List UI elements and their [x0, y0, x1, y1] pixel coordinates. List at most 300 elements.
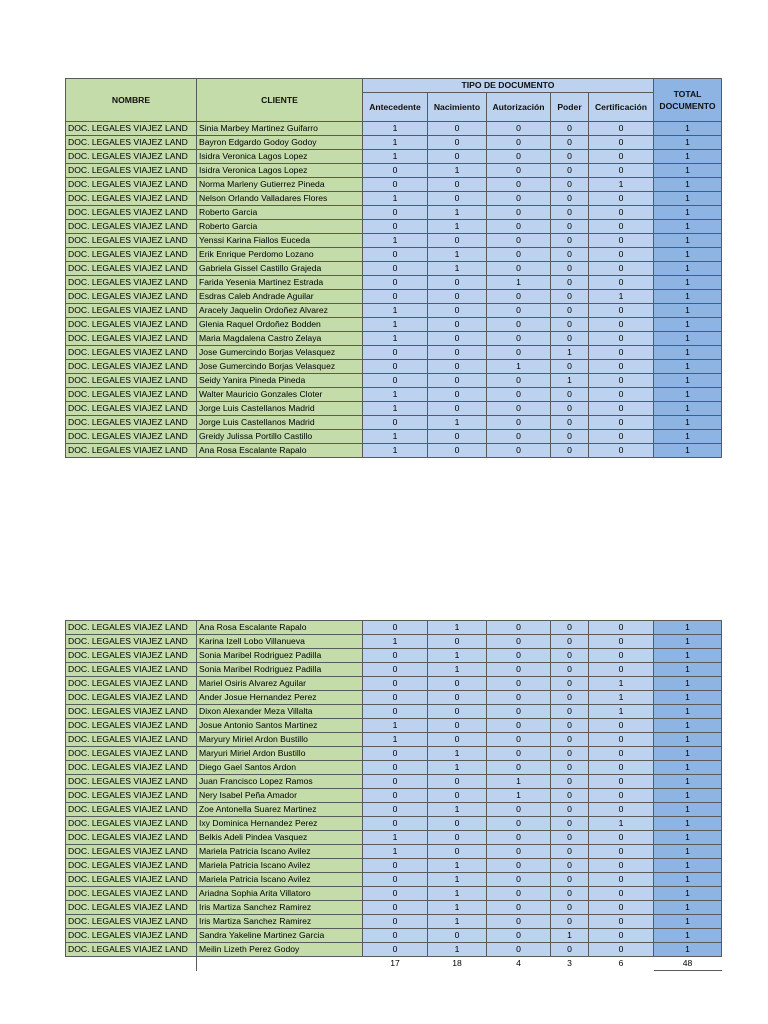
cell-nombre: DOC. LEGALES VIAJEZ LAND	[66, 178, 197, 192]
cell-autorizacion: 0	[487, 649, 551, 663]
cell-poder: 0	[551, 206, 589, 220]
table-row	[66, 943, 722, 957]
cell-total: 1	[654, 873, 722, 887]
cell-autorizacion: 0	[487, 747, 551, 761]
cell-nacimiento: 0	[428, 430, 487, 444]
cell-antecedente: 0	[363, 248, 428, 262]
cell-certificacion: 0	[589, 206, 654, 220]
cell-nombre: DOC. LEGALES VIAJEZ LAND	[66, 206, 197, 220]
cell-nombre: DOC. LEGALES VIAJEZ LAND	[66, 733, 197, 747]
totals-row	[66, 957, 722, 971]
header-nombre: NOMBRE	[66, 79, 197, 122]
cell-nombre: DOC. LEGALES VIAJEZ LAND	[66, 262, 197, 276]
cell-total: 1	[654, 262, 722, 276]
cell-certificacion: 0	[589, 234, 654, 248]
cell-total: 1	[654, 635, 722, 649]
cell-antecedente: 0	[363, 803, 428, 817]
cell-certificacion: 0	[589, 649, 654, 663]
cell-autorizacion: 0	[487, 248, 551, 262]
table-row	[66, 915, 722, 929]
cell-nombre: DOC. LEGALES VIAJEZ LAND	[66, 374, 197, 388]
cell-poder: 0	[551, 234, 589, 248]
cell-poder: 0	[551, 845, 589, 859]
cell-autorizacion: 0	[487, 388, 551, 402]
cell-poder: 1	[551, 374, 589, 388]
header-antecedente: Antecedente	[363, 93, 428, 122]
table-row	[66, 663, 722, 677]
cell-nombre: DOC. LEGALES VIAJEZ LAND	[66, 803, 197, 817]
cell-cliente: Maryury Miriel Ardon Bustillo	[197, 733, 363, 747]
cell-nacimiento: 0	[428, 178, 487, 192]
cell-total: 1	[654, 733, 722, 747]
cell-nombre: DOC. LEGALES VIAJEZ LAND	[66, 873, 197, 887]
cell-nombre: DOC. LEGALES VIAJEZ LAND	[66, 705, 197, 719]
cell-antecedente: 0	[363, 346, 428, 360]
cell-antecedente: 0	[363, 374, 428, 388]
cell-poder: 0	[551, 430, 589, 444]
cell-antecedente: 1	[363, 444, 428, 458]
table-row	[66, 747, 722, 761]
cell-nacimiento: 1	[428, 901, 487, 915]
cell-certificacion: 1	[589, 290, 654, 304]
cell-antecedente: 0	[363, 206, 428, 220]
cell-antecedente: 1	[363, 304, 428, 318]
cell-certificacion: 0	[589, 388, 654, 402]
cell-cliente: Sonia Maribel Rodriguez Padilla	[197, 649, 363, 663]
cell-autorizacion: 0	[487, 374, 551, 388]
table-row	[66, 430, 722, 444]
cell-poder: 0	[551, 164, 589, 178]
cell-nombre: DOC. LEGALES VIAJEZ LAND	[66, 649, 197, 663]
cell-certificacion: 0	[589, 360, 654, 374]
cell-nacimiento: 1	[428, 621, 487, 635]
cell-total: 1	[654, 775, 722, 789]
cell-poder: 0	[551, 360, 589, 374]
cell-certificacion: 0	[589, 635, 654, 649]
cell-antecedente: 1	[363, 430, 428, 444]
cell-nombre: DOC. LEGALES VIAJEZ LAND	[66, 332, 197, 346]
cell-nombre: DOC. LEGALES VIAJEZ LAND	[66, 164, 197, 178]
cell-cliente: Ana Rosa Escalante Rapalo	[197, 621, 363, 635]
table-row	[66, 402, 722, 416]
cell-cliente: Iris Martiza Sanchez Ramirez	[197, 901, 363, 915]
cell-poder: 0	[551, 402, 589, 416]
cell-certificacion: 0	[589, 621, 654, 635]
cell-poder: 0	[551, 248, 589, 262]
cell-nacimiento: 0	[428, 444, 487, 458]
table-row	[66, 318, 722, 332]
cell-poder: 0	[551, 416, 589, 430]
document-table-1	[65, 78, 722, 458]
cell-autorizacion: 0	[487, 318, 551, 332]
table-row	[66, 733, 722, 747]
cell-total: 1	[654, 789, 722, 803]
cell-cliente: Erik Enrique Perdomo Lozano	[197, 248, 363, 262]
table-row	[66, 234, 722, 248]
cell-nombre: DOC. LEGALES VIAJEZ LAND	[66, 346, 197, 360]
cell-antecedente: 0	[363, 276, 428, 290]
cell-poder: 0	[551, 290, 589, 304]
cell-antecedente: 0	[363, 887, 428, 901]
header-nacimiento: Nacimiento	[428, 93, 487, 122]
cell-nacimiento: 0	[428, 929, 487, 943]
cell-nacimiento: 0	[428, 705, 487, 719]
cell-poder: 0	[551, 621, 589, 635]
cell-nacimiento: 0	[428, 775, 487, 789]
cell-certificacion: 0	[589, 122, 654, 136]
table-row	[66, 444, 722, 458]
cell-total: 1	[654, 360, 722, 374]
table-row	[66, 416, 722, 430]
cell-certificacion: 0	[589, 663, 654, 677]
cell-antecedente: 1	[363, 388, 428, 402]
cell-certificacion: 0	[589, 859, 654, 873]
table-row	[66, 164, 722, 178]
cell-autorizacion: 0	[487, 262, 551, 276]
cell-autorizacion: 0	[487, 845, 551, 859]
cell-autorizacion: 0	[487, 859, 551, 873]
cell-nacimiento: 1	[428, 803, 487, 817]
cell-poder: 0	[551, 677, 589, 691]
table-row	[66, 761, 722, 775]
cell-autorizacion: 0	[487, 206, 551, 220]
cell-cliente: Jorge Luis Castellanos Madrid	[197, 416, 363, 430]
cell-autorizacion: 0	[487, 192, 551, 206]
cell-cliente: Ariadna Sophia Arita Villatoro	[197, 887, 363, 901]
cell-certificacion: 0	[589, 873, 654, 887]
table-row	[66, 901, 722, 915]
cell-cliente: Jose Gumercindo Borjas Velasquez	[197, 360, 363, 374]
cell-total: 1	[654, 164, 722, 178]
table-row	[66, 150, 722, 164]
cell-nacimiento: 1	[428, 248, 487, 262]
cell-certificacion: 1	[589, 677, 654, 691]
cell-autorizacion: 0	[487, 304, 551, 318]
table-row	[66, 122, 722, 136]
cell-nacimiento: 1	[428, 649, 487, 663]
cell-antecedente: 1	[363, 635, 428, 649]
cell-nombre: DOC. LEGALES VIAJEZ LAND	[66, 761, 197, 775]
cell-nacimiento: 0	[428, 635, 487, 649]
cell-nombre: DOC. LEGALES VIAJEZ LAND	[66, 248, 197, 262]
table-row	[66, 859, 722, 873]
cell-nombre: DOC. LEGALES VIAJEZ LAND	[66, 817, 197, 831]
cell-antecedente: 1	[363, 192, 428, 206]
cell-total: 1	[654, 444, 722, 458]
cell-autorizacion: 0	[487, 290, 551, 304]
cell-nacimiento: 0	[428, 374, 487, 388]
cell-autorizacion: 0	[487, 663, 551, 677]
cell-nombre: DOC. LEGALES VIAJEZ LAND	[66, 192, 197, 206]
cell-nacimiento: 1	[428, 873, 487, 887]
cell-antecedente: 0	[363, 761, 428, 775]
cell-autorizacion: 0	[487, 164, 551, 178]
cell-certificacion: 0	[589, 444, 654, 458]
cell-poder: 0	[551, 733, 589, 747]
cell-autorizacion: 0	[487, 817, 551, 831]
cell-autorizacion: 0	[487, 444, 551, 458]
cell-certificacion: 0	[589, 332, 654, 346]
cell-poder: 0	[551, 649, 589, 663]
cell-total: 1	[654, 234, 722, 248]
cell-nombre: DOC. LEGALES VIAJEZ LAND	[66, 901, 197, 915]
cell-poder: 0	[551, 262, 589, 276]
cell-nombre: DOC. LEGALES VIAJEZ LAND	[66, 136, 197, 150]
cell-nacimiento: 0	[428, 817, 487, 831]
cell-nacimiento: 0	[428, 831, 487, 845]
cell-nombre: DOC. LEGALES VIAJEZ LAND	[66, 388, 197, 402]
cell-total: 1	[654, 318, 722, 332]
table-row	[66, 290, 722, 304]
cell-nombre: DOC. LEGALES VIAJEZ LAND	[66, 234, 197, 248]
cell-autorizacion: 0	[487, 901, 551, 915]
cell-antecedente: 0	[363, 663, 428, 677]
cell-nacimiento: 0	[428, 318, 487, 332]
cell-nacimiento: 0	[428, 677, 487, 691]
cell-cliente: Isidra Veronica Lagos Lopez	[197, 164, 363, 178]
cell-nombre: DOC. LEGALES VIAJEZ LAND	[66, 789, 197, 803]
table-row	[66, 789, 722, 803]
cell-poder: 0	[551, 873, 589, 887]
cell-poder: 0	[551, 943, 589, 957]
cell-poder: 0	[551, 705, 589, 719]
cell-total: 1	[654, 817, 722, 831]
cell-cliente: Nelson Orlando Valladares Flores	[197, 192, 363, 206]
table-row	[66, 388, 722, 402]
cell-autorizacion: 0	[487, 831, 551, 845]
cell-antecedente: 1	[363, 719, 428, 733]
cell-poder: 0	[551, 388, 589, 402]
document-table-2	[65, 620, 722, 971]
cell-nombre: DOC. LEGALES VIAJEZ LAND	[66, 220, 197, 234]
table-row	[66, 332, 722, 346]
cell-antecedente: 0	[363, 747, 428, 761]
cell-cliente: Yenssi Karina Fiallos Euceda	[197, 234, 363, 248]
cell-total: 1	[654, 691, 722, 705]
cell-cliente: Karina Izell Lobo Villanueva	[197, 635, 363, 649]
header-tipo-documento: TIPO DE DOCUMENTO	[363, 79, 654, 93]
cell-nacimiento: 0	[428, 150, 487, 164]
table-row	[66, 276, 722, 290]
cell-total: 1	[654, 220, 722, 234]
cell-certificacion: 0	[589, 374, 654, 388]
cell-cliente: Ixy Dominica Hernandez Perez	[197, 817, 363, 831]
cell-cliente: Meilin Lizeth Perez Godoy	[197, 943, 363, 957]
cell-cliente: Roberto Garcia	[197, 220, 363, 234]
cell-poder: 0	[551, 192, 589, 206]
cell-cliente: Mariel Osiris Alvarez Aguilar	[197, 677, 363, 691]
cell-autorizacion: 0	[487, 719, 551, 733]
cell-cliente: Dixon Alexander Meza Villalta	[197, 705, 363, 719]
cell-nombre: DOC. LEGALES VIAJEZ LAND	[66, 304, 197, 318]
cell-cliente: Sonia Maribel Rodriguez Padilla	[197, 663, 363, 677]
cell-certificacion: 0	[589, 220, 654, 234]
total-autorizacion: 4	[487, 957, 551, 971]
cell-nombre: DOC. LEGALES VIAJEZ LAND	[66, 621, 197, 635]
header-autorizacion: Autorización	[487, 93, 551, 122]
cell-nacimiento: 0	[428, 719, 487, 733]
cell-nombre: DOC. LEGALES VIAJEZ LAND	[66, 416, 197, 430]
cell-certificacion: 0	[589, 929, 654, 943]
cell-poder: 1	[551, 346, 589, 360]
cell-autorizacion: 1	[487, 775, 551, 789]
cell-poder: 0	[551, 817, 589, 831]
cell-total: 1	[654, 276, 722, 290]
cell-antecedente: 0	[363, 929, 428, 943]
cell-nombre: DOC. LEGALES VIAJEZ LAND	[66, 635, 197, 649]
cell-total: 1	[654, 192, 722, 206]
cell-certificacion: 0	[589, 761, 654, 775]
cell-certificacion: 0	[589, 789, 654, 803]
cell-poder: 0	[551, 719, 589, 733]
cell-poder: 0	[551, 332, 589, 346]
cell-total: 1	[654, 677, 722, 691]
table-row	[66, 817, 722, 831]
total-antecedente: 17	[363, 957, 428, 971]
cell-cliente: Isidra Veronica Lagos Lopez	[197, 150, 363, 164]
cell-antecedente: 1	[363, 402, 428, 416]
cell-cliente: Sinia Marbey Martinez Guifarro	[197, 122, 363, 136]
cell-antecedente: 0	[363, 901, 428, 915]
cell-poder: 0	[551, 220, 589, 234]
cell-cliente: Sandra Yakeline Martinez Garcia	[197, 929, 363, 943]
cell-antecedente: 0	[363, 859, 428, 873]
cell-poder: 0	[551, 831, 589, 845]
cell-autorizacion: 0	[487, 733, 551, 747]
cell-antecedente: 1	[363, 332, 428, 346]
header-poder: Poder	[551, 93, 589, 122]
cell-cliente: Esdras Caleb Andrade Aguilar	[197, 290, 363, 304]
cell-total: 1	[654, 332, 722, 346]
cell-poder: 0	[551, 444, 589, 458]
cell-autorizacion: 0	[487, 346, 551, 360]
cell-autorizacion: 0	[487, 234, 551, 248]
cell-antecedente: 0	[363, 220, 428, 234]
cell-nacimiento: 0	[428, 346, 487, 360]
cell-nombre: DOC. LEGALES VIAJEZ LAND	[66, 859, 197, 873]
cell-cliente: Farida Yesenia Martinez Estrada	[197, 276, 363, 290]
cell-total: 1	[654, 887, 722, 901]
cell-total: 1	[654, 206, 722, 220]
cell-nacimiento: 1	[428, 663, 487, 677]
cell-antecedente: 0	[363, 649, 428, 663]
cell-certificacion: 1	[589, 705, 654, 719]
cell-total: 1	[654, 621, 722, 635]
cell-antecedente: 0	[363, 775, 428, 789]
cell-total: 1	[654, 929, 722, 943]
cell-nombre: DOC. LEGALES VIAJEZ LAND	[66, 691, 197, 705]
table-row	[66, 192, 722, 206]
cell-cliente: Ana Rosa Escalante Rapalo	[197, 444, 363, 458]
table-row	[66, 775, 722, 789]
cell-poder: 0	[551, 663, 589, 677]
header-cliente: CLIENTE	[197, 79, 363, 122]
cell-antecedente: 1	[363, 234, 428, 248]
cell-certificacion: 0	[589, 318, 654, 332]
cell-autorizacion: 0	[487, 220, 551, 234]
header-certificacion: Certificación	[589, 93, 654, 122]
cell-certificacion: 0	[589, 943, 654, 957]
cell-certificacion: 0	[589, 304, 654, 318]
cell-nacimiento: 0	[428, 789, 487, 803]
cell-nombre: DOC. LEGALES VIAJEZ LAND	[66, 318, 197, 332]
cell-cliente: Belkis Adeli Pindea Vasquez	[197, 831, 363, 845]
cell-antecedente: 0	[363, 691, 428, 705]
cell-antecedente: 1	[363, 845, 428, 859]
cell-certificacion: 0	[589, 901, 654, 915]
table-row	[66, 635, 722, 649]
table-row	[66, 248, 722, 262]
cell-autorizacion: 0	[487, 943, 551, 957]
cell-autorizacion: 0	[487, 887, 551, 901]
cell-nombre: DOC. LEGALES VIAJEZ LAND	[66, 887, 197, 901]
table-row	[66, 873, 722, 887]
cell-cliente: Greidy Julissa Portillo Castillo	[197, 430, 363, 444]
cell-antecedente: 1	[363, 733, 428, 747]
total-certificacion: 6	[589, 957, 654, 971]
cell-poder: 0	[551, 635, 589, 649]
cell-autorizacion: 0	[487, 803, 551, 817]
cell-total: 1	[654, 150, 722, 164]
table-row	[66, 649, 722, 663]
cell-antecedente: 0	[363, 164, 428, 178]
cell-nacimiento: 0	[428, 276, 487, 290]
cell-autorizacion: 1	[487, 360, 551, 374]
cell-nacimiento: 0	[428, 360, 487, 374]
table-row	[66, 220, 722, 234]
table-row	[66, 178, 722, 192]
table-row	[66, 621, 722, 635]
cell-cliente: Aracely Jaquelin Ordoñez Alvarez	[197, 304, 363, 318]
cell-antecedente: 0	[363, 621, 428, 635]
cell-antecedente: 0	[363, 915, 428, 929]
cell-cliente: Gabriela Gissel Castillo Grajeda	[197, 262, 363, 276]
cell-autorizacion: 0	[487, 416, 551, 430]
cell-antecedente: 1	[363, 318, 428, 332]
cell-total: 1	[654, 649, 722, 663]
cell-total: 1	[654, 705, 722, 719]
cell-nombre: DOC. LEGALES VIAJEZ LAND	[66, 831, 197, 845]
cell-cliente: Jose Gumercindo Borjas Velasquez	[197, 346, 363, 360]
cell-autorizacion: 0	[487, 705, 551, 719]
cell-nacimiento: 0	[428, 733, 487, 747]
cell-nacimiento: 0	[428, 192, 487, 206]
cell-antecedente: 0	[363, 677, 428, 691]
cell-certificacion: 1	[589, 178, 654, 192]
cell-certificacion: 0	[589, 887, 654, 901]
cell-total: 1	[654, 416, 722, 430]
cell-nacimiento: 1	[428, 859, 487, 873]
cell-total: 1	[654, 388, 722, 402]
cell-certificacion: 0	[589, 845, 654, 859]
cell-total: 1	[654, 136, 722, 150]
cell-certificacion: 0	[589, 402, 654, 416]
cell-autorizacion: 0	[487, 621, 551, 635]
cell-certificacion: 0	[589, 915, 654, 929]
cell-antecedente: 0	[363, 290, 428, 304]
cell-poder: 0	[551, 915, 589, 929]
cell-nacimiento: 0	[428, 332, 487, 346]
cell-nombre: DOC. LEGALES VIAJEZ LAND	[66, 360, 197, 374]
cell-nacimiento: 1	[428, 943, 487, 957]
cell-autorizacion: 1	[487, 789, 551, 803]
cell-certificacion: 0	[589, 831, 654, 845]
cell-total: 1	[654, 719, 722, 733]
table-row	[66, 887, 722, 901]
table-row	[66, 691, 722, 705]
cell-nacimiento: 1	[428, 262, 487, 276]
cell-cliente: Mariela Patricia Iscano Avilez	[197, 873, 363, 887]
